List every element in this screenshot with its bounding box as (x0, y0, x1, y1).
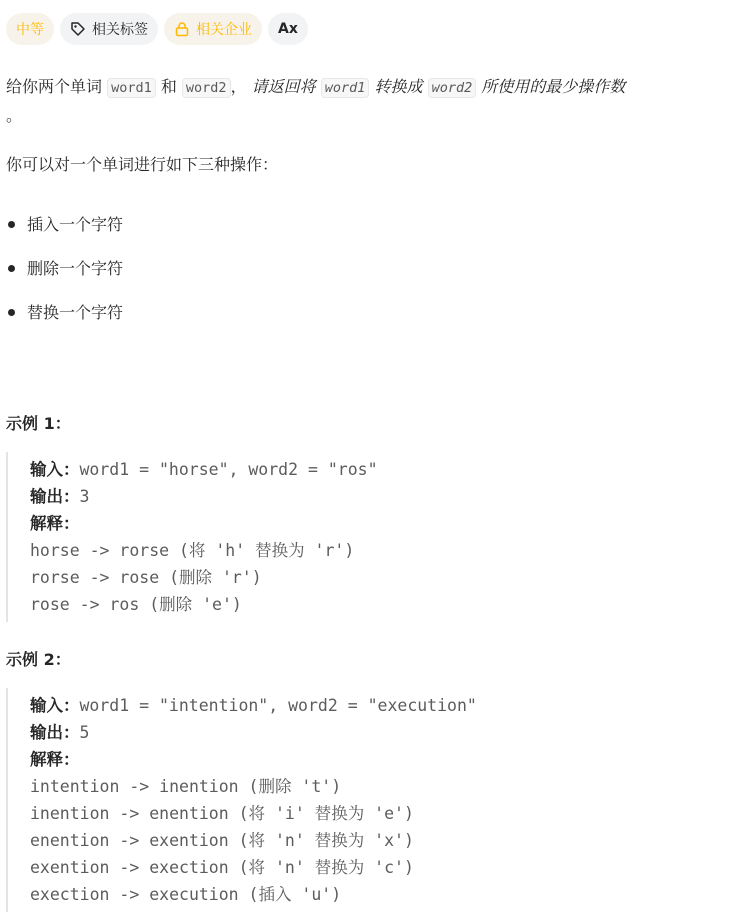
inline-code: word1 (107, 78, 156, 98)
bullet-icon (8, 265, 15, 272)
explanation-step: rorse -> rose (删除 'r') (30, 568, 262, 587)
explanation-step: inention -> enention (将 'i' 替换为 'e') (30, 804, 414, 823)
explanation-step: exection -> execution (插入 'u') (30, 885, 342, 904)
related-companies-label: 相关企业 (196, 22, 252, 38)
output-label: 输出： (30, 487, 80, 506)
lock-icon (174, 21, 190, 37)
statement-emphasis: 转换成 (369, 77, 428, 96)
explanation-step: intention -> inention (删除 't') (30, 777, 342, 796)
difficulty-label: 中等 (16, 22, 44, 38)
list-item-text: 替换一个字符 (27, 302, 124, 322)
list-item (6, 290, 743, 334)
tag-icon (70, 21, 86, 37)
statement-emphasis: 请返回将 (251, 77, 321, 96)
example-2-title: 示例 2： (6, 650, 71, 669)
problem-statement (6, 73, 743, 129)
statement-text: 和 (155, 77, 182, 96)
list-item-text: 插入一个字符 (27, 214, 124, 234)
output-value: 3 (79, 487, 90, 506)
tag-row (6, 13, 743, 45)
statement-text: 。 (6, 106, 23, 125)
explanation-step: exention -> exection (将 'n' 替换为 'c') (30, 858, 414, 877)
difficulty-badge (6, 13, 54, 45)
operations-intro: 你可以对一个单词进行如下三种操作： (6, 155, 279, 174)
related-tags-label: 相关标签 (92, 22, 148, 38)
example-1-block (6, 452, 743, 622)
input-value: word1 = "horse", word2 = "ros" (79, 460, 378, 479)
output-value: 5 (79, 723, 90, 742)
translate-button[interactable] (268, 13, 308, 45)
example-2-block (6, 688, 743, 912)
inline-code: word1 (321, 78, 370, 98)
list-item-text: 删除一个字符 (27, 258, 124, 278)
description-body (6, 73, 743, 912)
list-item (6, 202, 743, 246)
explanation-step: rose -> ros (删除 'e') (30, 595, 242, 614)
related-companies-button[interactable] (164, 13, 262, 45)
bullet-icon (8, 221, 15, 228)
related-tags-button[interactable] (60, 13, 158, 45)
example-1-title: 示例 1： (6, 414, 71, 433)
explanation-step: horse -> rorse (将 'h' 替换为 'r') (30, 541, 355, 560)
statement-text: 给你两个单词 (6, 77, 108, 96)
operations-list (6, 202, 743, 334)
output-label: 输出： (30, 723, 80, 742)
explanation-label: 解释： (30, 750, 80, 769)
statement-emphasis: 所使用的最少操作数 (476, 77, 626, 96)
translate-icon: Ax (278, 21, 298, 37)
inline-code: word2 (428, 78, 477, 98)
inline-code: word2 (182, 78, 231, 98)
input-label: 输入： (30, 460, 80, 479)
bullet-icon (8, 309, 15, 316)
statement-text: ， (230, 77, 252, 96)
explanation-label: 解释： (30, 514, 80, 533)
list-item (6, 246, 743, 290)
explanation-step: enention -> exention (将 'n' 替换为 'x') (30, 831, 414, 850)
input-value: word1 = "intention", word2 = "execution" (79, 696, 477, 715)
input-label: 输入： (30, 696, 80, 715)
